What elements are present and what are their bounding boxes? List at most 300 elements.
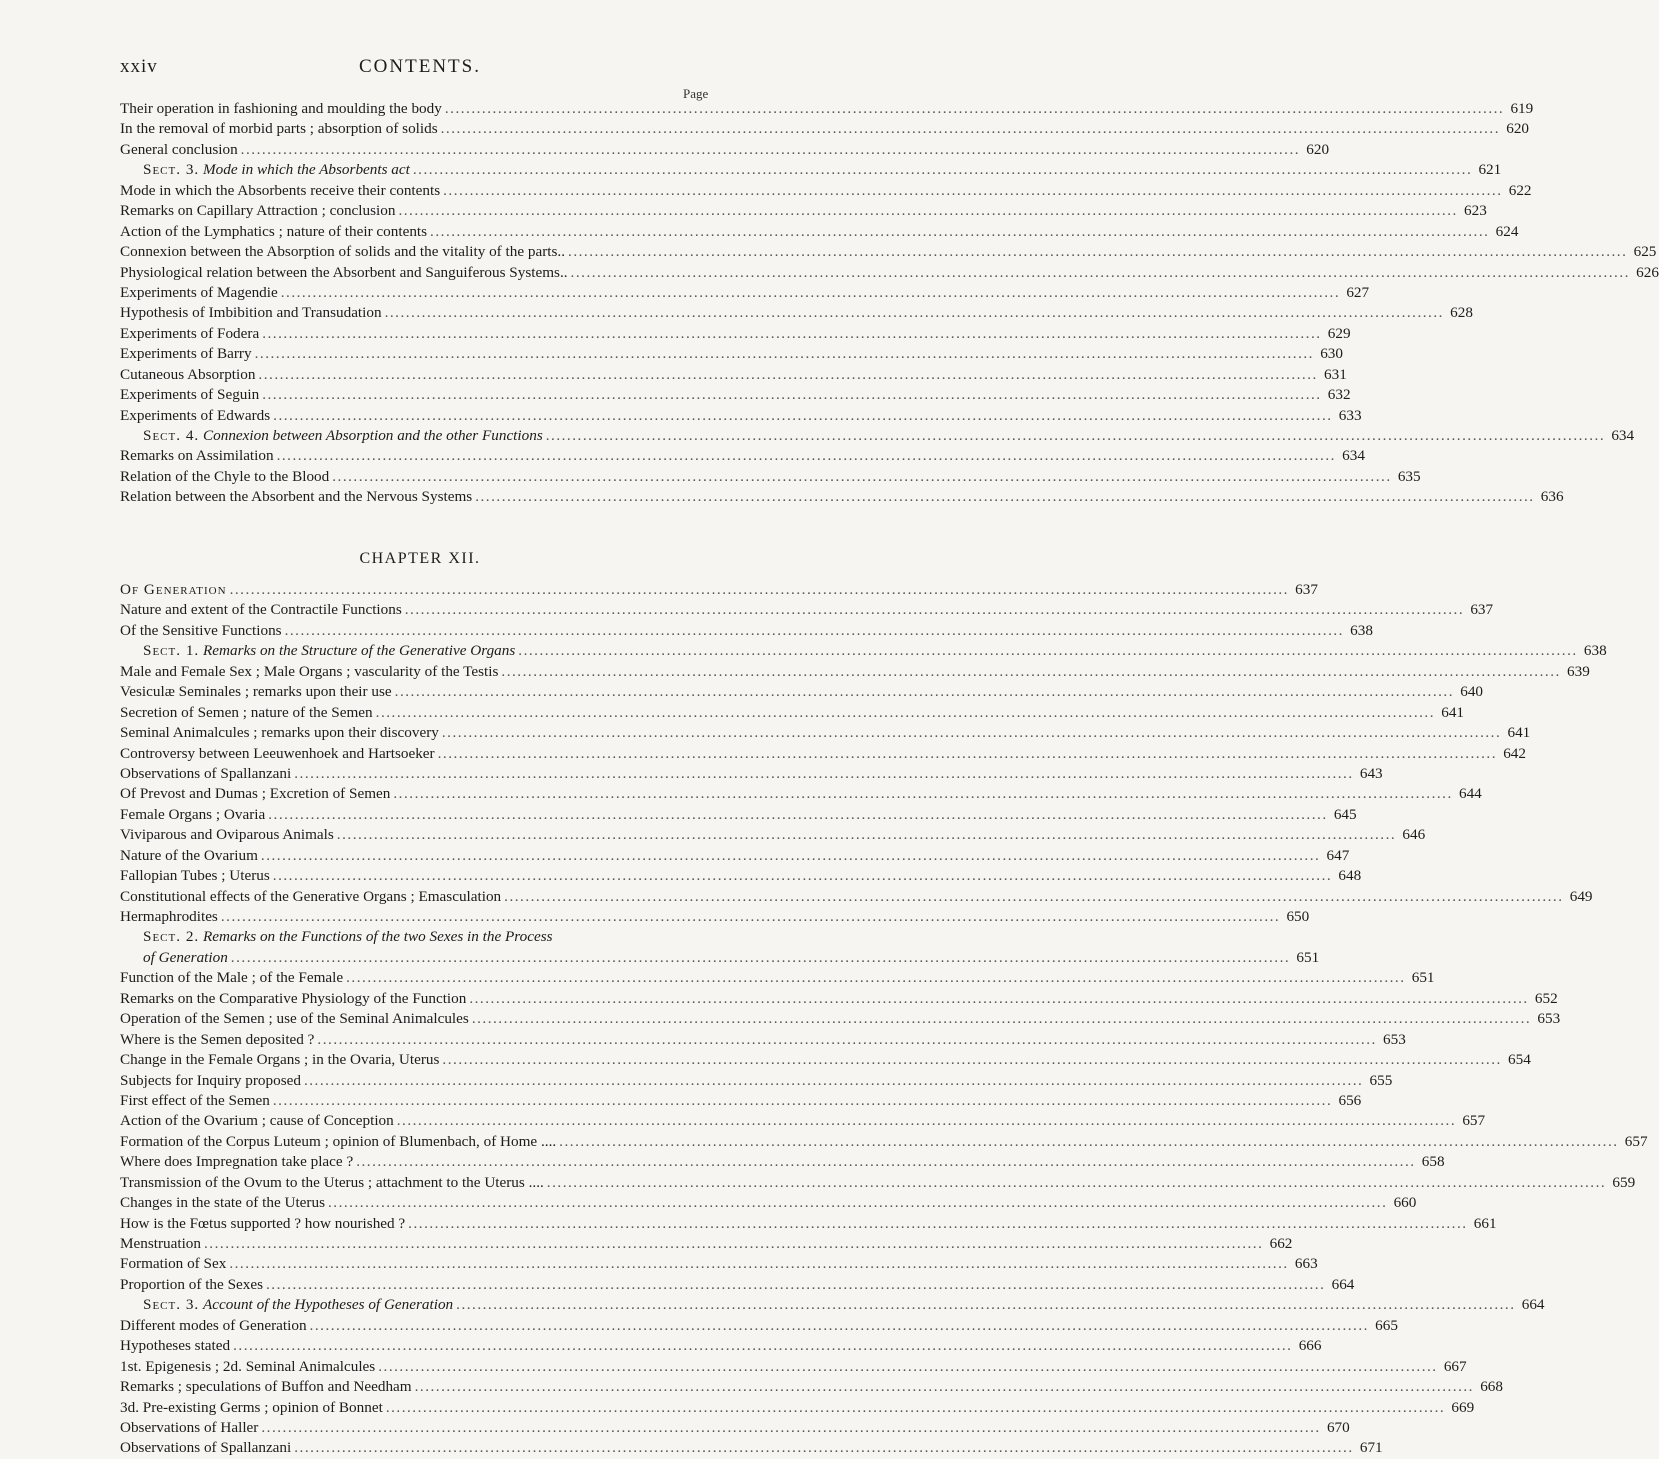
entry-page: 659	[1612, 1173, 1636, 1191]
entry-title: General conclusion	[120, 140, 238, 158]
entry-page: 622	[1508, 181, 1532, 199]
entry-page: 638	[1350, 621, 1373, 639]
leader-dots	[547, 1173, 1606, 1193]
page-column-label: Page	[683, 86, 709, 101]
entry-text	[120, 1254, 226, 1274]
entry-page: 640	[1460, 683, 1484, 701]
entry-page: 637	[1295, 581, 1318, 598]
toc-entry	[120, 764, 1383, 784]
entry-text	[120, 641, 515, 661]
entry-page: 664	[1521, 1296, 1545, 1314]
entry-text	[120, 1030, 314, 1050]
entry-title: Observations of Spallanzani	[120, 764, 292, 782]
entry-page: 665	[1375, 1316, 1398, 1334]
toc-entry	[120, 1111, 1486, 1131]
entry-page: 668	[1480, 1378, 1503, 1396]
toc-entry	[120, 1030, 1406, 1050]
entry-text	[120, 446, 274, 466]
leader-dots	[408, 1214, 1467, 1234]
entry-page: 666	[1298, 1337, 1322, 1355]
entry-text	[120, 283, 278, 303]
entry-title: Remarks on the Comparative Physiology of the Function	[120, 989, 467, 1007]
toc-entry	[120, 160, 1502, 180]
toc-entry	[120, 621, 1373, 641]
leader-dots	[501, 662, 1560, 682]
entry-text	[120, 1295, 453, 1315]
toc-entry	[120, 1418, 1350, 1438]
leader-dots	[261, 846, 1320, 866]
entry-title: Remarks on Assimilation	[120, 447, 274, 465]
toc-entry	[120, 1398, 1475, 1418]
entry-title: Action of the Ovarium ; cause of Conception	[120, 1112, 394, 1130]
entry-title: Account of the Hypotheses of Generation	[203, 1296, 454, 1314]
entry-title: Menstruation	[120, 1235, 201, 1252]
entry-title: Experiments of Edwards	[120, 406, 271, 424]
entry-text	[120, 99, 442, 119]
entry-text	[120, 764, 291, 784]
leader-dots	[317, 1030, 1376, 1050]
leader-dots	[294, 1438, 1353, 1458]
leader-dots	[398, 201, 1457, 221]
toc-entry	[120, 467, 1421, 487]
entry-page: 658	[1421, 1153, 1445, 1171]
entry-page: 635	[1397, 467, 1421, 485]
contents-list-generation	[120, 580, 1648, 1459]
toc-entry	[120, 887, 1593, 907]
entry-title: Proportion of the Sexes	[120, 1275, 263, 1293]
toc-entry	[120, 1071, 1393, 1091]
toc-entry	[120, 1234, 1293, 1254]
leader-dots	[405, 600, 1464, 620]
entry-text	[120, 723, 439, 743]
toc-entry	[120, 119, 1529, 139]
toc-entry	[120, 703, 1465, 723]
toc-entry	[120, 365, 1347, 385]
entry-title: Constitutional effects of the Generative Organs ; Emasculation	[120, 887, 502, 905]
entry-page: 671	[1359, 1439, 1383, 1457]
leader-dots	[415, 1377, 1474, 1397]
entry-page: 627	[1346, 283, 1370, 301]
section-number: Sect. 2.	[143, 928, 200, 946]
toc-entry	[120, 344, 1343, 364]
toc-entry	[120, 99, 1534, 119]
entry-page: 637	[1470, 601, 1494, 619]
entry-text	[120, 1132, 556, 1152]
leader-dots	[229, 1254, 1288, 1274]
entry-page: 630	[1320, 345, 1343, 363]
entry-text	[120, 344, 252, 364]
entry-page: 663	[1294, 1255, 1318, 1273]
entry-page: 620	[1306, 140, 1330, 158]
entry-title: Experiments of Fodera	[120, 324, 260, 342]
toc-entry	[120, 846, 1350, 866]
entry-page: 650	[1286, 908, 1310, 925]
entry-title: Nature of the Ovarium	[120, 846, 258, 864]
entry-title: In the removal of morbid parts ; absorption of solids	[120, 120, 438, 138]
toc-entry	[120, 907, 1310, 927]
toc-entry	[120, 487, 1564, 507]
leader-dots	[328, 1193, 1387, 1213]
entry-page: 634	[1342, 447, 1365, 465]
entry-title: Changes in the state of the Uterus	[120, 1194, 325, 1212]
toc-entry	[120, 1152, 1445, 1172]
entry-text	[120, 140, 238, 160]
leader-dots	[442, 723, 1501, 743]
leader-dots	[393, 784, 1452, 804]
entry-title: Relation of the Chyle to the Blood	[120, 467, 330, 485]
entry-text	[120, 887, 501, 907]
entry-text	[120, 1111, 394, 1131]
entry-text	[120, 1336, 230, 1356]
entry-title: Where is the Semen deposited ?	[120, 1030, 315, 1048]
leader-dots	[346, 968, 1405, 988]
entry-page: 633	[1338, 406, 1362, 424]
leader-dots	[438, 744, 1497, 764]
entry-page: 653	[1383, 1030, 1406, 1048]
entry-title: Female Organs ; Ovaria	[120, 805, 266, 823]
entry-text	[120, 682, 392, 702]
entry-page: 647	[1326, 846, 1350, 864]
toc-entry	[120, 1132, 1648, 1152]
toc-entry	[120, 1316, 1398, 1336]
entry-text	[120, 580, 227, 600]
leader-dots	[230, 580, 1289, 600]
leader-dots	[559, 1132, 1618, 1152]
leader-dots	[273, 406, 1332, 426]
entry-page: 623	[1464, 202, 1487, 220]
leader-dots	[456, 1295, 1515, 1315]
entry-title: How is the Fœtus supported ? how nourished ?	[120, 1214, 406, 1232]
leader-dots	[546, 426, 1605, 446]
entry-title: Function of the Male ; of the Female	[120, 969, 344, 987]
toc-entry-line	[120, 927, 720, 947]
toc-entry	[120, 600, 1494, 620]
entry-text	[120, 662, 498, 682]
entry-page: 621	[1478, 161, 1502, 179]
toc-entry	[120, 641, 1607, 661]
toc-entry	[120, 324, 1351, 344]
entry-text	[120, 201, 395, 221]
toc-entry	[120, 1357, 1467, 1377]
entry-title: Nature and extent of the Contractile Functions	[120, 601, 402, 619]
entry-text	[120, 242, 565, 262]
toc-entry	[120, 784, 1482, 804]
section-number: Sect. 1.	[143, 642, 200, 660]
entry-title: Hypotheses stated	[120, 1337, 231, 1355]
entry-text	[120, 968, 343, 988]
entry-title: Remarks on Capillary Attraction ; conclusion	[120, 202, 396, 220]
entry-page: 620	[1506, 120, 1529, 138]
toc-entry	[120, 682, 1484, 702]
entry-title: Different modes of Generation	[120, 1316, 307, 1334]
toc-entry	[120, 385, 1351, 405]
toc-entry	[120, 181, 1532, 201]
entry-page: 619	[1510, 100, 1534, 117]
entry-text	[120, 784, 390, 804]
leader-dots	[233, 1336, 1292, 1356]
leader-dots	[273, 1091, 1332, 1111]
toc-entry	[120, 140, 1330, 160]
entry-page: 667	[1443, 1357, 1467, 1375]
leader-dots	[221, 907, 1280, 927]
entry-title: First effect of the Semen	[120, 1091, 270, 1109]
entry-text	[120, 1173, 544, 1193]
entry-title: Viviparous and Oviparous Animals	[120, 826, 334, 844]
entry-page: 660	[1393, 1194, 1417, 1212]
section-number: Sect. 4.	[143, 427, 200, 444]
entry-title: Observations of Spallanzani	[120, 1439, 292, 1457]
entry-page: 643	[1359, 764, 1383, 782]
entry-text	[120, 1009, 469, 1029]
section-number: Sect. 3.	[143, 1296, 200, 1314]
leader-dots	[337, 825, 1396, 845]
toc-entry	[120, 1173, 1636, 1193]
toc-entry	[120, 948, 1320, 968]
entry-title: Of the Sensitive Functions	[120, 621, 282, 639]
entry-text	[120, 487, 472, 507]
toc-entry	[120, 1254, 1318, 1274]
entry-text	[120, 406, 270, 426]
entry-page: 626	[1636, 263, 1659, 281]
toc-entry	[120, 1438, 1383, 1458]
leader-dots	[571, 263, 1630, 283]
entry-text	[120, 703, 373, 723]
entry-text	[120, 600, 402, 620]
toc-entry	[120, 580, 1318, 600]
entry-text	[120, 1050, 439, 1070]
toc-entry	[120, 406, 1362, 426]
entry-page: 639	[1567, 662, 1590, 680]
entry-title: Male and Female Sex ; Male Organs ; vascularity of the Testis	[120, 662, 499, 680]
entry-page: 649	[1569, 887, 1593, 905]
entry-title: Of Generation	[120, 581, 227, 598]
page-header	[120, 56, 720, 82]
leader-dots	[273, 866, 1332, 886]
entry-text	[120, 1193, 325, 1213]
entry-title: Formation of the Corpus Luteum ; opinion of Blumenbach, of Home ....	[120, 1132, 557, 1150]
entry-title: Change in the Female Organs ; in the Ovaria, Uterus	[120, 1051, 440, 1069]
section-number: Sect. 3.	[143, 161, 200, 179]
entry-title: Mode in which the Absorbents act	[203, 161, 410, 179]
entry-text	[120, 1091, 270, 1111]
entry-title: Experiments of Barry	[120, 345, 252, 363]
entry-text	[120, 181, 440, 201]
toc-entry	[120, 825, 1426, 845]
leader-dots	[376, 703, 1435, 723]
entry-title: 3d. Pre-existing Germs ; opinion of Bonnet	[120, 1398, 383, 1416]
toc-entry	[120, 1050, 1531, 1070]
entry-title: Remarks on the Structure of the Generative Organs	[203, 642, 516, 660]
entry-page: 625	[1633, 243, 1657, 261]
entry-page: 661	[1473, 1214, 1497, 1232]
entry-text	[120, 385, 259, 405]
toc-entry	[120, 723, 1531, 743]
entry-title: Hermaphrodites	[120, 908, 218, 925]
entry-title: Secretion of Semen ; nature of the Semen	[120, 703, 373, 721]
entry-page: 662	[1269, 1235, 1293, 1252]
leader-dots	[255, 344, 1314, 364]
toc-entry	[120, 805, 1357, 825]
page-number: xxiv	[120, 56, 158, 77]
entry-page: 642	[1503, 744, 1526, 762]
entry-text	[120, 744, 435, 764]
entry-text	[120, 1214, 405, 1234]
leader-dots	[568, 242, 1627, 262]
toc-entry	[120, 744, 1526, 764]
page-title: CONTENTS.	[359, 56, 481, 77]
leader-dots	[395, 682, 1454, 702]
leader-dots	[268, 805, 1327, 825]
toc-entry	[120, 446, 1365, 466]
entry-text	[120, 160, 410, 180]
entry-title: Formation of Sex	[120, 1255, 227, 1273]
entry-title: Remarks ; speculations of Buffon and Needham	[120, 1378, 412, 1396]
leader-dots	[356, 1152, 1415, 1172]
toc-entry	[120, 303, 1473, 323]
entry-text	[120, 119, 438, 139]
entry-text	[120, 621, 282, 641]
entry-title: Where does Impregnation take place ?	[120, 1153, 354, 1171]
entry-title: Vesiculæ Seminales ; remarks upon their use	[120, 683, 392, 701]
leader-dots	[285, 621, 1344, 641]
leader-dots	[332, 467, 1391, 487]
entry-text	[120, 1418, 258, 1438]
entry-text	[120, 365, 255, 385]
entry-text	[120, 1316, 307, 1336]
toc-entry	[120, 1091, 1362, 1111]
leader-dots	[385, 303, 1444, 323]
entry-text: of Generation	[143, 948, 228, 966]
leader-dots	[441, 119, 1500, 139]
toc-entry	[120, 242, 1657, 262]
entry-title: Experiments of Magendie	[120, 283, 278, 301]
entry-text	[120, 1357, 375, 1377]
entry-text	[120, 866, 270, 886]
leader-dots	[241, 140, 1300, 160]
entry-title: Seminal Animalcules ; remarks upon their discovery	[120, 724, 439, 742]
entry-title: Operation of the Semen ; use of the Seminal Animalcules	[120, 1010, 469, 1028]
entry-title: Subjects for Inquiry proposed	[120, 1071, 301, 1089]
entry-page: 646	[1402, 826, 1426, 844]
toc-entry	[120, 1377, 1503, 1397]
entry-text	[120, 426, 543, 446]
entry-text	[120, 846, 258, 866]
entry-title: Experiments of Seguin	[120, 386, 260, 404]
entry-page: 652	[1534, 989, 1558, 1007]
entry-page: 669	[1451, 1398, 1475, 1416]
entry-text	[120, 1377, 412, 1397]
leader-dots	[262, 324, 1321, 344]
leader-dots	[266, 1275, 1325, 1295]
toc-entry	[120, 1009, 1561, 1029]
entry-page: 644	[1458, 785, 1482, 803]
entry-title: Fallopian Tubes ; Uterus	[120, 867, 270, 885]
leader-dots	[504, 887, 1563, 907]
entry-title: Controversy between Leeuwenhoek and Hartsoeker	[120, 744, 435, 762]
leader-dots	[518, 641, 1577, 661]
leader-dots	[277, 446, 1336, 466]
toc-entry	[120, 1214, 1497, 1234]
entry-title: 1st. Epigenesis ; 2d. Seminal Animalcules	[120, 1357, 376, 1375]
entry-text	[120, 303, 382, 323]
toc-entry	[120, 201, 1487, 221]
leader-dots	[443, 181, 1502, 201]
entry-text	[120, 1152, 353, 1172]
entry-title: Hypothesis of Imbibition and Transudation	[120, 304, 382, 322]
entry-title: Mode in which the Absorbents receive their contents	[120, 181, 441, 199]
leader-dots	[475, 487, 1534, 507]
leader-dots	[262, 385, 1321, 405]
toc-entry	[120, 1193, 1417, 1213]
entry-page: 654	[1508, 1051, 1531, 1069]
entry-title: Transmission of the Ovum to the Uterus ; attachment to the Uterus ....	[120, 1173, 544, 1191]
toc-entry	[120, 426, 1635, 446]
leader-dots	[304, 1071, 1363, 1091]
entry-page: 651	[1296, 948, 1320, 966]
entry-page: 657	[1624, 1132, 1648, 1150]
entry-text	[120, 1071, 301, 1091]
entry-page: 641	[1507, 724, 1531, 742]
leader-dots	[397, 1111, 1456, 1131]
toc-entry	[120, 1275, 1355, 1295]
entry-text	[120, 1234, 201, 1254]
leader-dots	[386, 1398, 1445, 1418]
entry-text	[120, 989, 466, 1009]
entry-text	[120, 222, 427, 242]
leader-dots	[445, 99, 1504, 119]
entry-page: 641	[1441, 703, 1465, 721]
entry-page: 624	[1495, 222, 1519, 240]
entry-title: Observations of Haller	[120, 1418, 259, 1436]
toc-entry	[120, 283, 1370, 303]
entry-page: 634	[1611, 427, 1635, 444]
toc-entry	[120, 866, 1362, 886]
leader-dots	[469, 989, 1528, 1009]
leader-dots	[310, 1316, 1369, 1336]
entry-text	[120, 825, 334, 845]
entry-page: 628	[1450, 304, 1473, 322]
leader-dots	[378, 1357, 1437, 1377]
entry-title: Action of the Lymphatics ; nature of their contents	[120, 222, 428, 240]
toc-entry	[120, 1336, 1322, 1356]
contents-list-absorption	[120, 99, 1659, 508]
toc-entry	[120, 662, 1590, 682]
leader-dots	[413, 160, 1472, 180]
chapter-heading: CHAPTER XII.	[359, 550, 481, 567]
entry-page: 645	[1333, 805, 1357, 823]
entry-page: 638	[1583, 642, 1607, 660]
entry-text	[120, 324, 259, 344]
entry-title: Cutaneous Absorption	[120, 365, 256, 383]
leader-dots	[294, 764, 1353, 784]
entry-title: Connexion between the Absorption of solids and the vitality of the parts..	[120, 243, 566, 261]
entry-title: Physiological relation between the Absorbent and Sanguiferous Systems..	[120, 263, 568, 281]
entry-page: 636	[1540, 488, 1564, 506]
entry-page: 657	[1462, 1112, 1486, 1130]
entry-text	[120, 467, 329, 487]
leader-dots	[204, 1234, 1263, 1254]
leader-dots	[231, 948, 1290, 968]
entry-text	[120, 805, 265, 825]
entry-text	[120, 1398, 383, 1418]
entry-page: 632	[1327, 386, 1351, 404]
entry-title: Their operation in fashioning and moulding the body	[120, 100, 442, 117]
toc-entry	[120, 1295, 1545, 1315]
entry-title: Connexion between Absorption and the other Functions	[203, 427, 543, 444]
leader-dots	[258, 365, 1317, 385]
leader-dots	[472, 1009, 1531, 1029]
leader-dots	[430, 222, 1489, 242]
